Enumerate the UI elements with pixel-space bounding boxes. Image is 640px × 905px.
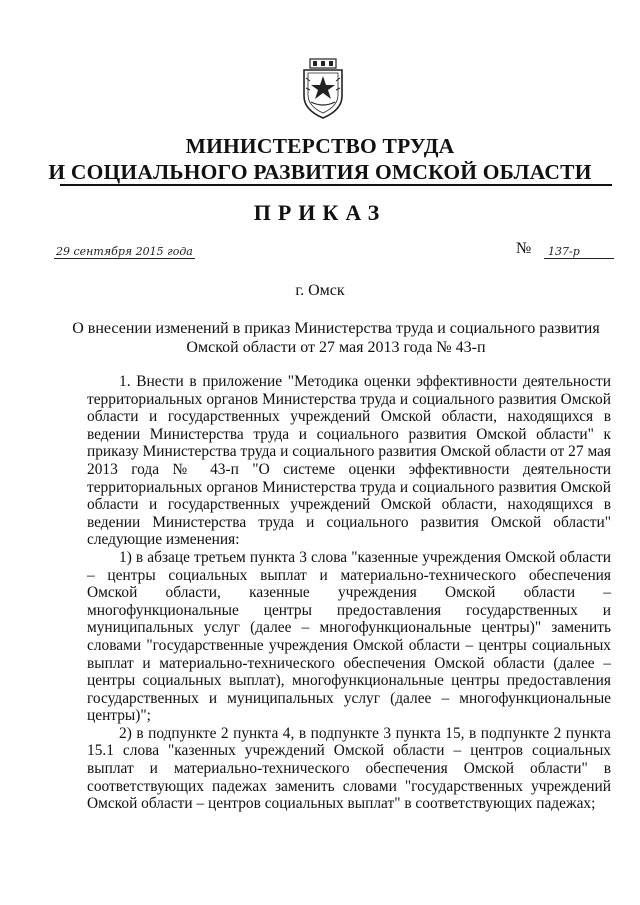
city-name: г. Омск (295, 282, 345, 299)
paragraph-1: 1. Внести в приложение "Методика оценки эффективности деятельности территориальных органов Министерства труда и социального развития Омской области и государственных учреждений Омской области, находящихся в ведении Министерства труда и социального развития Омской области" к приказу Министерства труда и социального развития Омской области от 27 мая 2013 года № 43-п "О системе оценки эффективности деятельности территориальных органов Министерства труда и социального развития Омской области и государственных учреждений Омской области, находящихся в ведении Министерства труда и социального развития Омской области" следующие изменения: (87, 373, 611, 549)
ministry-name-line2: И СОЦИАЛЬНОГО РАЗВИТИЯ ОМСКОЙ ОБЛАСТИ (48, 160, 592, 184)
order-title: О внесении изменений в приказ Министерства труда и социального развития Омской области от 27 мая 2013 года № 43-п (72, 320, 600, 356)
header-divider (60, 184, 612, 186)
handwritten-date: 29 сентября 2015 года (56, 245, 193, 258)
document-type-title: ПРИКАЗ (253, 200, 387, 225)
order-body (87, 373, 611, 813)
coat-of-arms-emblem (300, 58, 346, 120)
paragraph-2: 1) в абзаце третьем пункта 3 слова "казенные учреждения Омской области – центры социальных выплат и материально-технического обеспечения Омской области, казенные учреждения Омской области – многофункциональные центры предоставления государственных и муниципальных услуг (далее – многофункциональные центры)" заменить словами "государственные учреждения Омской области – центры социальных выплат и материально-технического обеспечения Омской области (далее – центры социальных выплат), многофункциональные центры предоставления государственных и муниципальных услуг (далее – многофункциональные центры)"; (87, 548, 611, 725)
number-label: № (516, 240, 532, 257)
paragraph-3: 2) в подпункте 2 пункта 4, в подпункте 3 пункта 15, в подпункте 2 пункта 15.1 слова "казенных учреждений Омской области – центров социальных выплат и материально-технического обеспечения Омской области" в соответствующих падежах заменить словами "государственных учреждений Омской области – центров социальных выплат" в соответствующих падежах; (87, 724, 611, 813)
ministry-name-line1: МИНИСТЕРСТВО ТРУДА (185, 134, 455, 158)
handwritten-number: 137-р (544, 245, 614, 259)
